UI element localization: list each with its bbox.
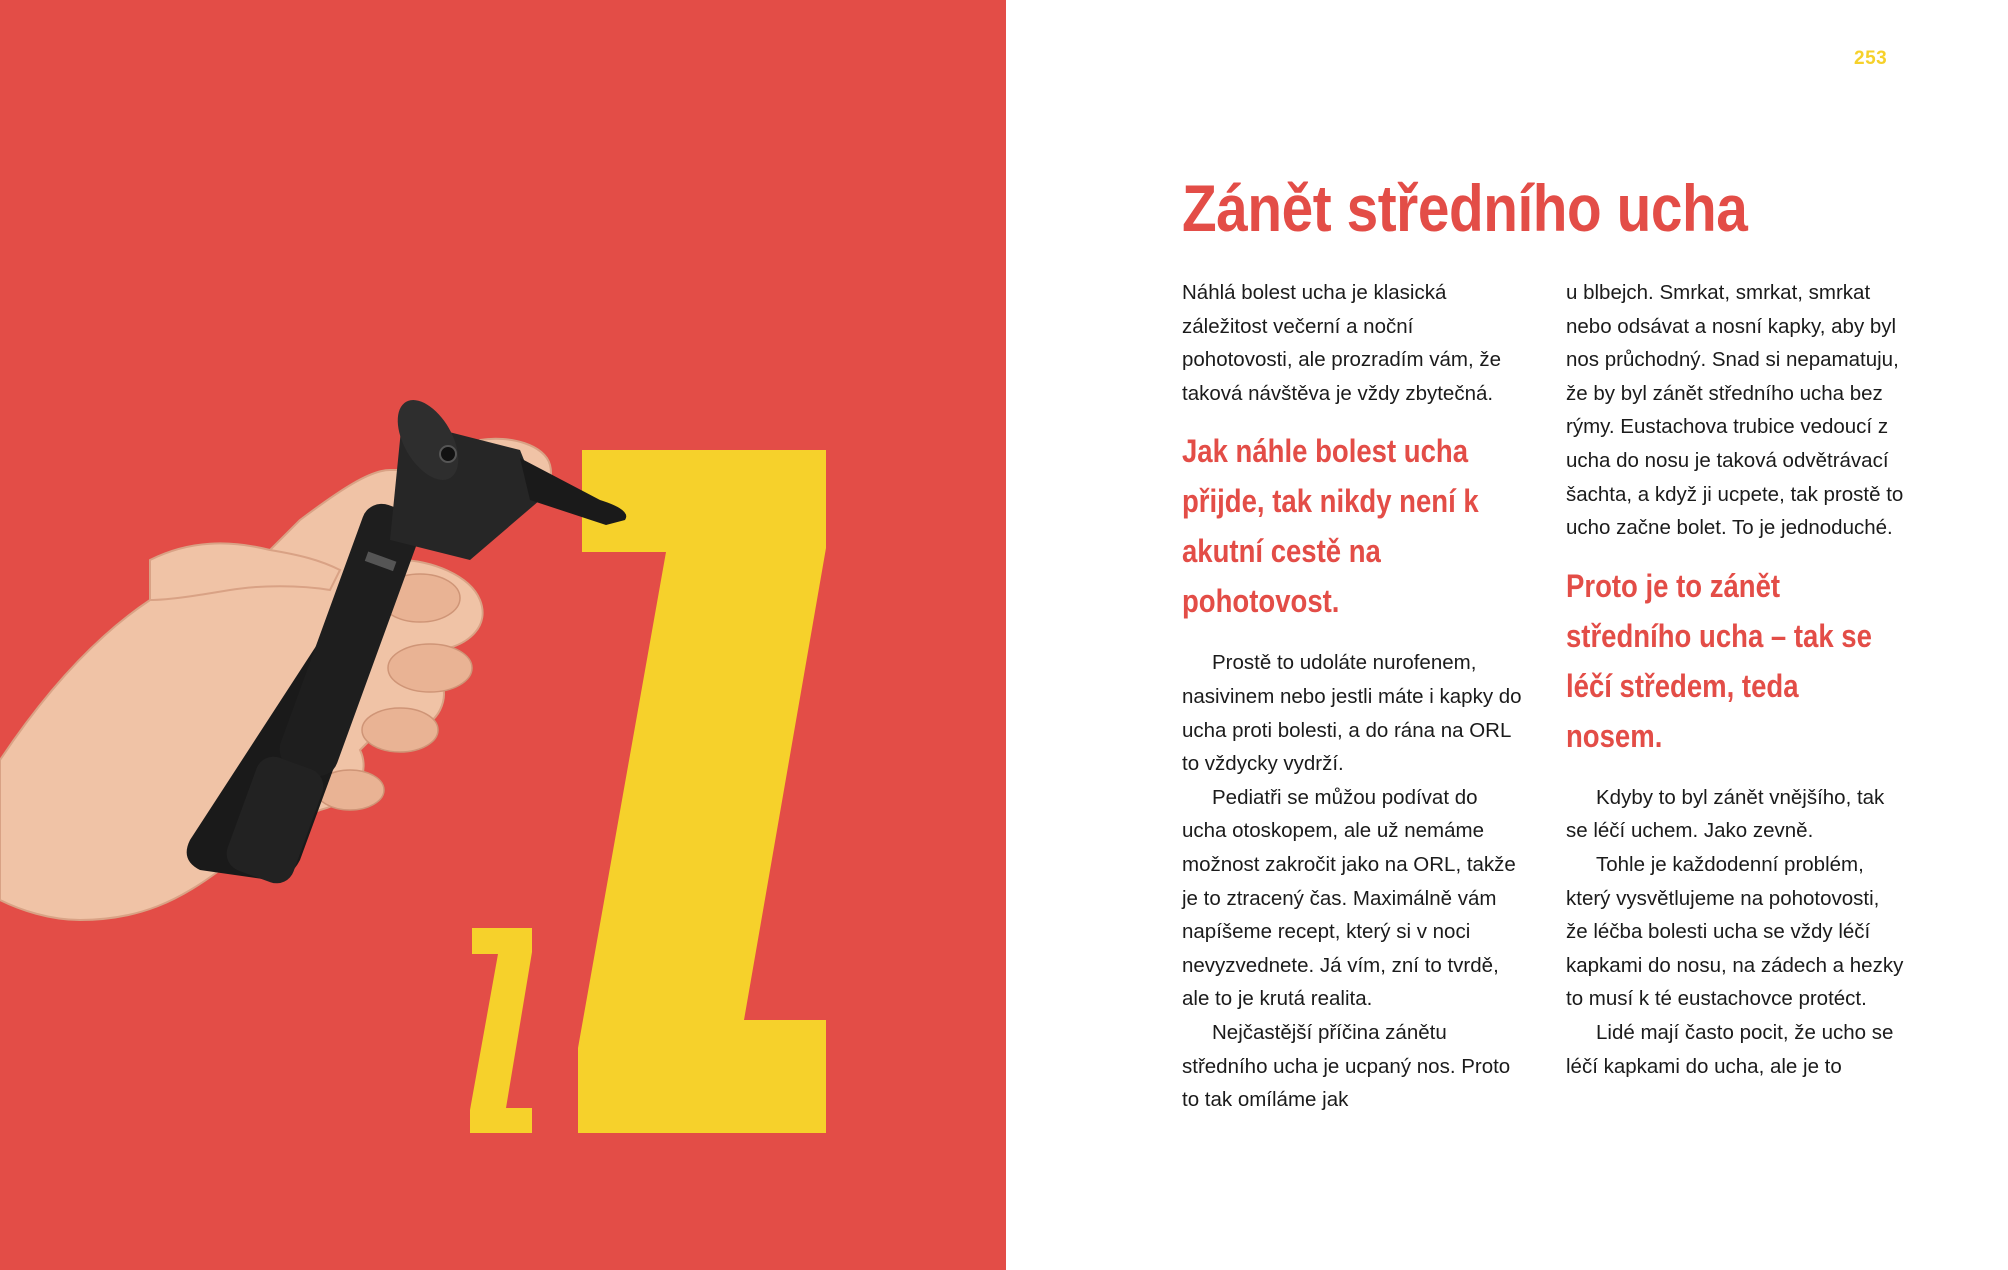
subheading: Jak náhle bolest ucha přijde, tak nikdy není k akutní cestě na pohotovost. <box>1182 433 1479 620</box>
body-paragraph: Kdyby to byl zánět vnějšího, tak se léčí uchem. Jako zevně. <box>1566 785 1885 843</box>
text-column-left <box>1182 276 1522 1117</box>
body-paragraph: Lidé mají často pocit, že ucho se léčí kapkami do ucha, ale je to <box>1566 1020 1894 1078</box>
text-column-right <box>1566 276 1906 1083</box>
page-number: 253 <box>1854 48 1888 69</box>
page-title: Zánět středního ucha <box>1182 171 1748 245</box>
body-paragraph: Prostě to udoláte nurofenem, nasivinem nebo jestli máte i kapky do ucha proti bolesti, a do rána na ORL to vždycky vydrží. <box>1182 651 1522 776</box>
body-paragraph: Pediatři se můžou podívat do ucha otoskopem, ale už nemáme možnost zakročit jako na ORL, takže je to ztracený čas. Maximálně vám napíšeme recept, který si v noci nevyzvednete. Já vím, zní to tvrdě, ale to je krutá realita. <box>1182 785 1516 1011</box>
continuation-paragraph: u blbejch. Smrkat, smrkat, smrkat nebo odsávat a nosní kapky, aby byl nos průchodný. Snad si nepamatuju, že by byl zánět středního ucha bez rýmy. Eustachova trubice vedoucí z ucha do nosu je taková odvětrávací šachta, a když ji ucpete, tak prostě to ucho začne bolet. To je jednoduché. <box>1566 281 1904 540</box>
large-z-letter <box>578 450 826 1133</box>
body-paragraph: Tohle je každodenní problém, který vysvětlujeme na pohotovosti, že léčba bolesti ucha se vždy léčí kapkami do nosu, na zádech a hezky to musí k té eustachovce protéct. <box>1566 852 1904 1011</box>
intro-paragraph: Náhlá bolest ucha je klasická záležitost večerní a noční pohotovosti, ale prozradím vám, že taková návštěva je vždy zbytečná. <box>1182 281 1502 405</box>
small-z-letter <box>470 928 532 1133</box>
body-paragraph: Nejčastější příčina zánětu středního ucha je ucpaný nos. Proto to tak omíláme jak <box>1182 1020 1511 1112</box>
subheading: Proto je to zánět středního ucha – tak se léčí středem, teda nosem. <box>1566 567 1872 754</box>
